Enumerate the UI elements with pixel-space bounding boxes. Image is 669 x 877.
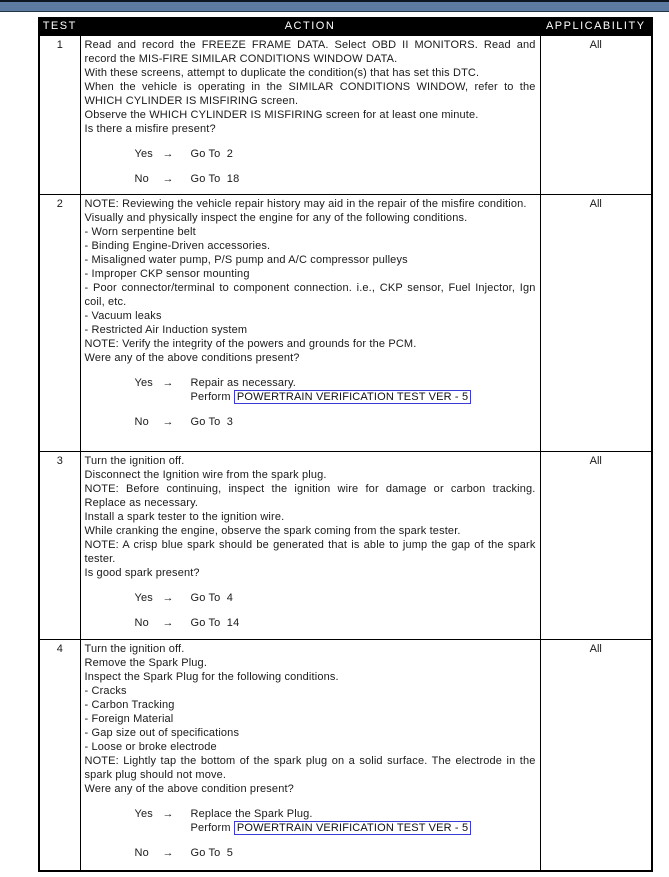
table-body xyxy=(39,35,652,871)
action-line: Read and record the FREEZE FRAME DATA. Select OBD II MONITORS. Read and record the MIS-FIRE SIMILAR CONDITIONS WINDOW DATA. xyxy=(84,38,539,65)
action-line: - Gap size out of specifications xyxy=(84,726,240,739)
test-row xyxy=(39,451,652,639)
action-cell xyxy=(80,35,540,194)
decision-steps xyxy=(191,616,536,630)
action-line: Visually and physically inspect the engine for any of the following conditions. xyxy=(84,211,468,224)
test-number-cell: 2 xyxy=(39,194,80,451)
decision-answer: Yes xyxy=(134,147,153,160)
action-line: Is there a misfire present? xyxy=(84,122,216,135)
decision-step: Perform POWERTRAIN VERIFICATION TEST VER - 5 xyxy=(191,390,536,404)
decision-answer: Yes xyxy=(134,376,153,389)
arrow-icon: → xyxy=(162,807,174,820)
action-line: - Improper CKP sensor mounting xyxy=(84,267,250,280)
decision-step: Perform POWERTRAIN VERIFICATION TEST VER - 5 xyxy=(191,821,536,835)
action-line: Remove the Spark Plug. xyxy=(84,656,208,669)
decision-step: Go To 14 xyxy=(190,616,240,629)
decision-row xyxy=(135,807,536,835)
action-line: Install a spark tester to the ignition wire. xyxy=(84,510,285,523)
action-line: Turn the ignition off. xyxy=(84,454,185,467)
test-row xyxy=(39,35,652,194)
decision-row xyxy=(135,376,536,404)
action-line: Turn the ignition off. xyxy=(84,642,185,655)
column-header-applicability: APPLICABILITY xyxy=(540,18,652,35)
decision-answer: Yes xyxy=(134,591,153,604)
action-line: - Carbon Tracking xyxy=(84,698,175,711)
action-line: With these screens, attempt to duplicate the condition(s) that has set this DTC. xyxy=(84,66,480,79)
test-number-cell: 1 xyxy=(39,35,80,194)
decision-row xyxy=(135,415,536,429)
decision-steps xyxy=(191,147,536,161)
window-top-bar xyxy=(0,0,669,12)
decision-step: Repair as necessary. xyxy=(190,376,297,389)
action-line: Were any of the above condition present? xyxy=(84,782,294,795)
decision-steps xyxy=(191,376,536,404)
decision-step: Go To 4 xyxy=(190,591,234,604)
decision-steps xyxy=(191,591,536,605)
applicability-cell: All xyxy=(540,451,652,639)
test-number-cell: 4 xyxy=(39,639,80,871)
decision-answer: No xyxy=(134,172,149,185)
arrow-icon: → xyxy=(162,846,174,859)
decision-step: Go To 2 xyxy=(190,147,234,160)
test-row xyxy=(39,639,652,871)
arrow-icon: → xyxy=(162,147,174,160)
diagnostic-test-table xyxy=(38,17,653,872)
action-line: Is good spark present? xyxy=(84,566,200,579)
decision-step: Go To 5 xyxy=(190,846,234,859)
action-line: NOTE: Lightly tap the bottom of the spark plug on a solid surface. The electrode in the spark plug should not move. xyxy=(84,754,539,781)
action-line: NOTE: Reviewing the vehicle repair history may aid in the repair of the misfire condition. xyxy=(84,197,527,210)
decision-row xyxy=(135,846,536,860)
decision-row xyxy=(135,172,536,186)
decision-row xyxy=(135,147,536,161)
action-line: - Misaligned water pump, P/S pump and A/C compressor pulleys xyxy=(84,253,408,266)
action-line: - Cracks xyxy=(84,684,127,697)
powertrain-verification-link[interactable]: POWERTRAIN VERIFICATION TEST VER - 5 xyxy=(234,821,471,835)
arrow-icon: → xyxy=(162,415,174,428)
action-line: NOTE: A crisp blue spark should be generated that is able to jump the gap of the spark tester. xyxy=(84,538,539,565)
arrow-icon: → xyxy=(162,376,174,389)
action-line: - Poor connector/terminal to component connection. i.e., CKP sensor, Fuel Injector, Ign coil, etc. xyxy=(84,281,539,308)
powertrain-verification-link[interactable]: POWERTRAIN VERIFICATION TEST VER - 5 xyxy=(234,390,471,404)
action-line: Inspect the Spark Plug for the following conditions. xyxy=(84,670,339,683)
test-number-cell: 3 xyxy=(39,451,80,639)
action-line: Observe the WHICH CYLINDER IS MISFIRING screen for at least one minute. xyxy=(84,108,479,121)
decision-row xyxy=(135,591,536,605)
action-line: - Loose or broke electrode xyxy=(84,740,217,753)
decision-steps xyxy=(191,846,536,860)
decision-answer: Yes xyxy=(134,807,153,820)
action-line: While cranking the engine, observe the spark coming from the spark tester. xyxy=(84,524,461,537)
arrow-icon: → xyxy=(162,591,174,604)
action-line: Disconnect the Ignition wire from the spark plug. xyxy=(84,468,327,481)
test-row xyxy=(39,194,652,451)
decision-step: Replace the Spark Plug. xyxy=(190,807,313,820)
table-header xyxy=(39,18,652,35)
decision-step: Go To 3 xyxy=(190,415,234,428)
decision-steps xyxy=(191,172,536,186)
arrow-icon: → xyxy=(162,616,174,629)
decision-step: Go To 18 xyxy=(190,172,240,185)
column-header-test: TEST xyxy=(39,18,80,35)
decision-steps xyxy=(191,807,536,835)
action-cell xyxy=(80,639,540,871)
action-line: - Restricted Air Induction system xyxy=(84,323,248,336)
decision-row xyxy=(135,616,536,630)
decision-answer: No xyxy=(134,846,149,859)
column-header-action: ACTION xyxy=(80,18,540,35)
action-line: - Worn serpentine belt xyxy=(84,225,196,238)
applicability-cell: All xyxy=(540,35,652,194)
action-line: - Foreign Material xyxy=(84,712,174,725)
action-cell xyxy=(80,451,540,639)
action-line: Were any of the above conditions present? xyxy=(84,351,300,364)
applicability-cell: All xyxy=(540,194,652,451)
action-line: - Vacuum leaks xyxy=(84,309,162,322)
action-cell xyxy=(80,194,540,451)
action-line: NOTE: Before continuing, inspect the ignition wire for damage or carbon tracking. Replace as necessary. xyxy=(84,482,539,509)
action-line: When the vehicle is operating in the SIMILAR CONDITIONS WINDOW, refer to the WHICH CYLINDER IS MISFIRING screen. xyxy=(84,80,539,107)
decision-answer: No xyxy=(134,616,149,629)
arrow-icon: → xyxy=(162,172,174,185)
decision-steps xyxy=(191,415,536,429)
action-line: NOTE: Verify the integrity of the powers and grounds for the PCM. xyxy=(84,337,417,350)
action-line: - Binding Engine-Driven accessories. xyxy=(84,239,271,252)
decision-answer: No xyxy=(134,415,149,428)
applicability-cell: All xyxy=(540,639,652,871)
